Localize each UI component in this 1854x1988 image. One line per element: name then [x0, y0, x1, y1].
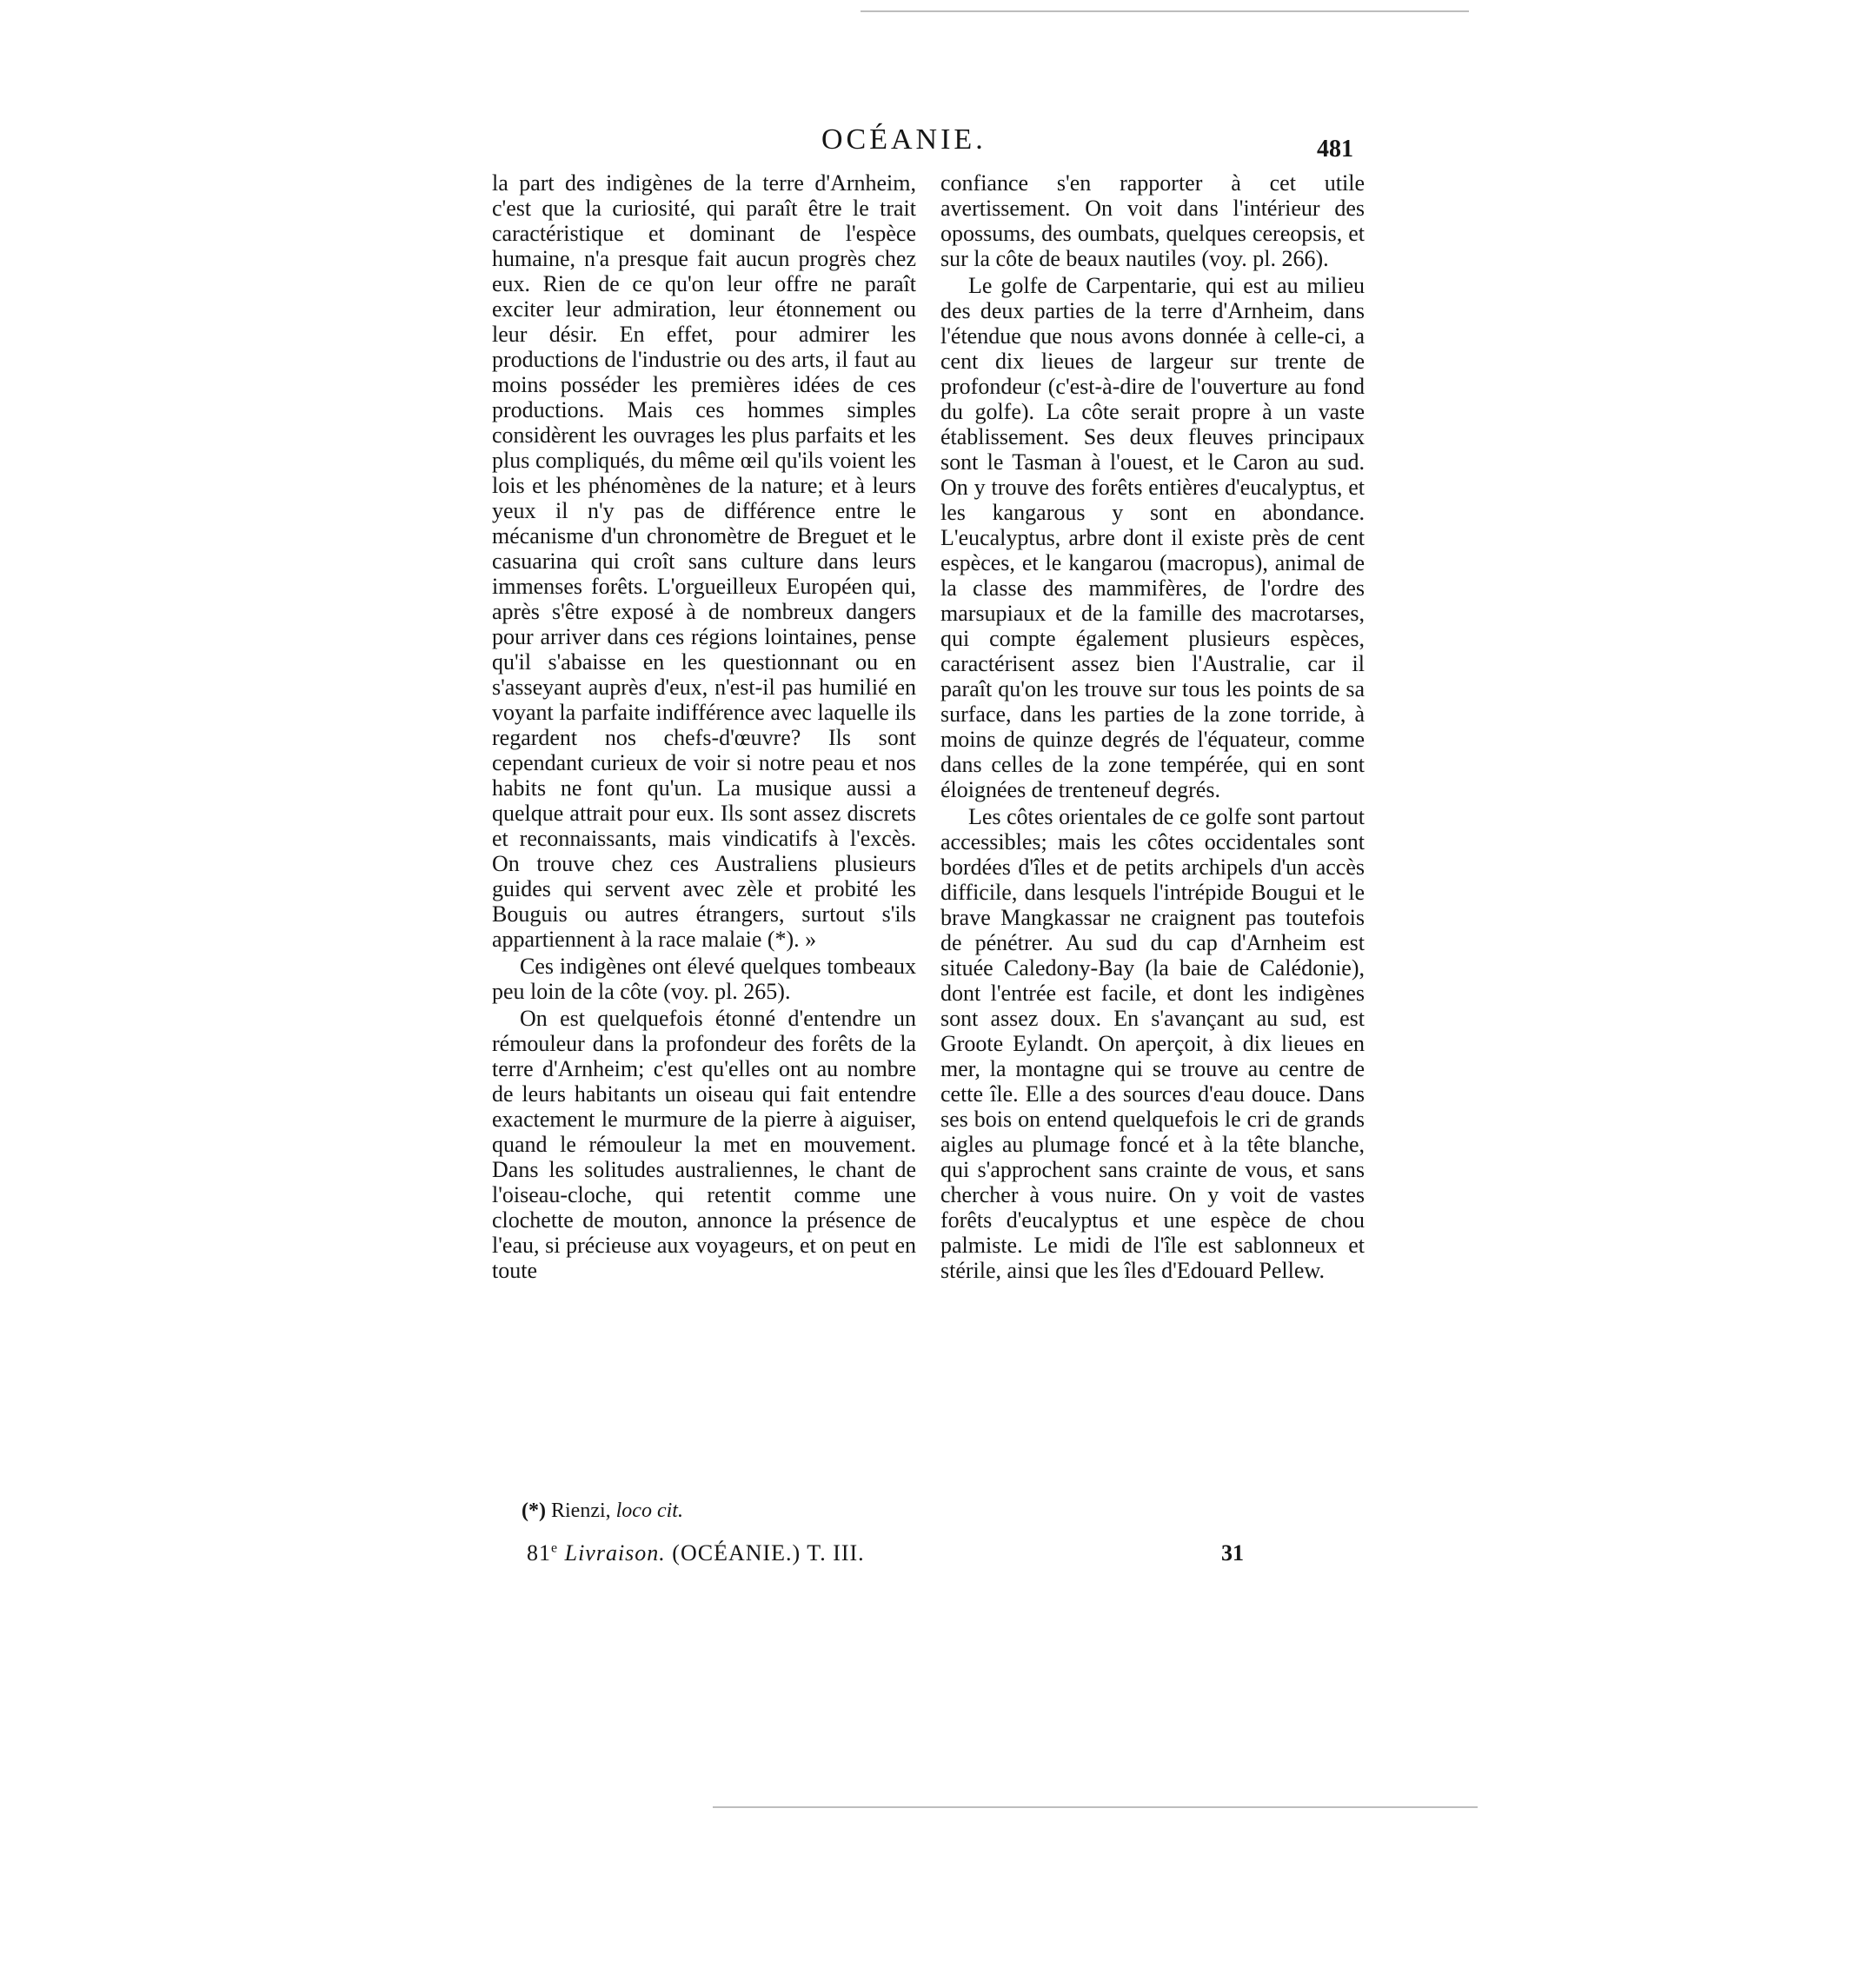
livraison-sup: e [551, 1540, 559, 1556]
running-title: OCÉANIE. [821, 123, 987, 156]
footnote-mark: (*) [522, 1499, 546, 1522]
livraison-word: Livraison. [564, 1540, 666, 1566]
livraison-number: 81 [527, 1540, 551, 1566]
footer-livraison [527, 1540, 865, 1566]
footnote-citation: loco cit. [615, 1499, 683, 1522]
paragraph: Ces indigènes ont élevé quelques tombeaux peu loin de la côte (voy. pl. 265). [492, 954, 916, 1004]
livraison-volume: (OCÉANIE.) T. III. [672, 1540, 865, 1566]
paragraph: confiance s'en rapporter à cet utile avertissement. On voit dans l'intérieur des opossums, des oumbats, quelques cereopsis, et sur la côte de beaux nautiles (voy. pl. 266). [940, 170, 1365, 271]
left-column [492, 170, 916, 1283]
signature-mark: 31 [1221, 1540, 1244, 1566]
paragraph: Le golfe de Carpentarie, qui est au milieu des deux parties de la terre d'Arnheim, dans l'étendue que nous avons donnée à celle-ci, a cent dix lieues de largeur sur trente de profondeur (c'est-à-dire de l'ouverture au fond du golfe). La côte serait propre à un vaste établissement. Ses deux fleuves principaux sont le Tasman à l'ouest, et le Caron au sud. On y trouve des forêts entières d'eucalyptus, et les kangarous y sont en abondance. L'eucalyptus, arbre dont il existe près de cent espèces, et le kangarou (macropus), animal de la classe des mammifères, de l'ordre des marsupiaux et de la famille des macrotarses, qui compte également plusieurs espèces, caractérisent assez bien l'Australie, car il paraît qu'on les trouve sur tous les points de sa surface, dans les parties de la zone torride, à moins de quinze degrés de l'équateur, comme dans celles de la zone tempérée, qui en sont éloignées de trenteneuf degrés. [940, 273, 1365, 802]
paragraph: Les côtes orientales de ce golfe sont partout accessibles; mais les côtes occidentales sont bordées d'îles et de petits archipels d'un accès difficile, dans lesquels l'intrépide Bougui et le brave Mangkassar ne craignent pas toutefois de pénétrer. Au sud du cap d'Arnheim est située Caledony-Bay (la baie de Calédonie), dont l'entrée est facile, et dont les indigènes sont assez doux. En s'avançant au sud, est Groote Eylandt. On aperçoit, à dix lieues en mer, la montagne qui se trouve au centre de cette île. Elle a des sources d'eau douce. Dans ses bois on entend quelquefois le cri de grands aigles au plumage foncé et à la tête blanche, qui s'approchent sans crainte de vous, et sans chercher à vous nuire. On y voit de vastes forêts d'eucalyptus et une espèce de chou palmiste. Le midi de l'île est sablonneux et stérile, ainsi que les îles d'Edouard Pellew. [940, 804, 1365, 1283]
right-column [940, 170, 1365, 1283]
paragraph: On est quelquefois étonné d'entendre un rémouleur dans la profondeur des forêts de la terre d'Arnheim; c'est qu'elles ont au nombre de leurs habitants un oiseau qui fait entendre exactement le murmure de la pierre à aiguiser, quand le rémouleur la met en mouvement. Dans les solitudes australiennes, le chant de l'oiseau-cloche, qui retentit comme une clochette de mouton, annonce la présence de l'eau, si précieuse aux voyageurs, et on peut en toute [492, 1006, 916, 1283]
paragraph: la part des indigènes de la terre d'Arnheim, c'est que la curiosité, qui paraît être le trait caractéristique et dominant de l'espèce humaine, n'a presque fait aucun progrès chez eux. Rien de ce qu'on leur offre ne paraît exciter leur admiration, leur étonnement ou leur désir. En effet, pour admirer les productions de l'industrie ou des arts, il faut au moins posséder les premières idées de ces productions. Mais ces hommes simples considèrent les ouvrages les plus parfaits et les plus compliqués, du même œil qu'ils voient les lois et les phénomènes de la nature; et à leurs yeux il n'y pas de différence entre le mécanisme d'un chronomètre de Breguet et le casuarina qui croît sans culture dans leurs immenses forêts. L'orgueilleux Européen qui, après s'être exposé à de nombreux dangers pour arriver dans ces régions lointaines, pense qu'il s'abaisse en les questionnant ou en s'asseyant auprès d'eux, n'est-il pas humilié en voyant la parfaite indifférence avec laquelle ils regardent nos chefs-d'œuvre? Ils sont cependant curieux de voir si notre peau et nos habits ne font qu'un. La musique aussi a quelque attrait pour eux. Ils sont assez discrets et reconnaissants, mais vindicatifs à l'excès. On trouve chez ces Australiens plusieurs guides qui servent avec zèle et probité les Bouguis ou autres étrangers, surtout s'ils appartiennent à la race malaie (*). » [492, 170, 916, 952]
footnote-author: Rienzi, [550, 1499, 611, 1522]
scan-edge-bottom [713, 1806, 1478, 1808]
footnote [522, 1499, 683, 1523]
page-number: 481 [1317, 136, 1353, 163]
scan-edge-top [861, 10, 1469, 12]
